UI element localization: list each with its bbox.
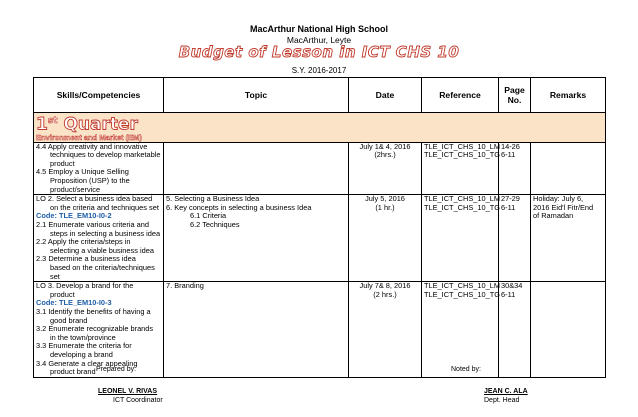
skill-line: steps in selecting a business idea bbox=[50, 228, 161, 238]
topic-cell bbox=[164, 282, 349, 378]
date-line: July 7& 8, 2016 bbox=[359, 281, 411, 291]
skill-line: product bbox=[50, 289, 75, 299]
topic-line: 5. Selecting a Business Idea bbox=[166, 194, 260, 204]
skill-line: 2.1 Enumerate various criteria and bbox=[36, 220, 149, 229]
remarks-line: 2016 Eid'l Fitr/End bbox=[533, 202, 594, 212]
topic-cell bbox=[164, 142, 349, 195]
prepared-by-name: LEONEL V. RIVAS bbox=[98, 388, 157, 395]
page-cell bbox=[499, 142, 531, 195]
duration-line: (2 hrs.) bbox=[373, 289, 397, 299]
quarter-suffix: st bbox=[47, 116, 58, 126]
competency-code: Code: TLE_EM10-I0-2 bbox=[36, 211, 112, 221]
quarter-cell bbox=[34, 113, 606, 143]
skill-line: product bbox=[50, 158, 75, 168]
quarter-number: 1 bbox=[36, 114, 48, 135]
skill-line: 2.3 Determine a business idea bbox=[36, 254, 136, 264]
col-header-page bbox=[499, 78, 531, 113]
topic-line: 7. Branding bbox=[166, 281, 204, 291]
page-line: 6-11 bbox=[501, 202, 516, 212]
skill-line: 3.2 Enumerate recognizable brands bbox=[36, 324, 154, 334]
skill-line: 4.5 Employ a Unique Selling bbox=[36, 167, 129, 177]
table-header-row bbox=[34, 78, 606, 113]
skill-line: 3.3 Enumerate the criteria for bbox=[36, 341, 132, 351]
remarks-cell bbox=[531, 195, 606, 282]
remarks-line: Holiday: July 6, bbox=[533, 194, 584, 204]
skill-line: 3.4 Generate a clear appealing bbox=[36, 358, 138, 368]
reference-cell bbox=[422, 195, 499, 282]
table-row bbox=[34, 282, 606, 378]
table-row bbox=[34, 195, 606, 282]
skill-line: 4.4 Apply creativity and innovative bbox=[36, 141, 148, 151]
quarter-row bbox=[34, 113, 606, 143]
noted-by-label: Noted by: bbox=[451, 366, 481, 373]
skill-line: in the town/province bbox=[50, 332, 116, 342]
quarter-theme: Environment and Market (EM) bbox=[36, 132, 142, 142]
reference-line: TLE_ICT_CHS_10_TG bbox=[424, 289, 500, 299]
skill-line: Proposition (USP) to the bbox=[50, 176, 130, 186]
skill-line: product brand bbox=[50, 367, 96, 377]
topic-line: 6. Key concepts in selecting a business Idea bbox=[166, 202, 312, 212]
page-line: 14-26 bbox=[501, 141, 520, 151]
skill-line: on the criteria and techniques set bbox=[50, 202, 159, 212]
reference-line: TLE_ICT_CHS_10_LM bbox=[424, 281, 500, 291]
competency-code: Code: TLE_EM10-I0-3 bbox=[36, 298, 112, 308]
noted-by-role: Dept. Head bbox=[484, 397, 520, 404]
skill-line: 2.2 Apply the criteria/steps in bbox=[36, 237, 131, 247]
date-cell bbox=[349, 282, 422, 378]
page-line: 6-11 bbox=[501, 289, 516, 299]
skill-line: good brand bbox=[50, 315, 88, 325]
quarter-word: Quarter bbox=[63, 114, 138, 135]
remarks-cell bbox=[531, 142, 606, 195]
quarter-title bbox=[36, 113, 603, 133]
reference-cell bbox=[422, 282, 499, 378]
date-cell bbox=[349, 195, 422, 282]
col-header-remarks: Remarks bbox=[531, 78, 606, 113]
page-line: 27-29 bbox=[501, 194, 520, 204]
duration-line: (1 hr.) bbox=[375, 202, 395, 212]
topic-line: 6.2 Techniques bbox=[190, 220, 240, 229]
school-location: MacArthur, Leyte bbox=[286, 35, 352, 45]
remarks-line: of Ramadan bbox=[533, 211, 574, 221]
col-header-topic: Topic bbox=[164, 78, 349, 113]
col-header-skills: Skills/Competencies bbox=[34, 78, 164, 113]
page-line: 6-11 bbox=[501, 150, 516, 160]
prepared-by-role: ICT Coordinator bbox=[113, 397, 163, 404]
skills-cell bbox=[34, 142, 164, 195]
col-header-date: Date bbox=[349, 78, 422, 113]
duration-line: (2hrs.) bbox=[374, 150, 396, 160]
col-header-reference: Reference bbox=[422, 78, 499, 113]
table-row bbox=[34, 142, 606, 195]
skill-line: set bbox=[50, 271, 60, 281]
school-name: MacArthur National High School bbox=[249, 24, 388, 34]
reference-line: TLE_ICT_CHS_10_LM bbox=[424, 194, 500, 204]
skills-cell bbox=[34, 282, 164, 378]
page-line: 30&34 bbox=[501, 281, 523, 291]
page-cell bbox=[499, 282, 531, 378]
skill-line: techniques to develop marketable bbox=[50, 150, 161, 160]
reference-cell bbox=[422, 142, 499, 195]
col-header-page-line2: No. bbox=[507, 95, 522, 105]
noted-by-name: JEAN C. ALA bbox=[484, 388, 528, 395]
date-line: July 5, 2016 bbox=[365, 194, 405, 204]
col-header-page-line1: Page bbox=[504, 85, 525, 95]
skill-line: based on the criteria/techniques bbox=[50, 262, 155, 272]
skill-line: developing a brand bbox=[50, 349, 113, 359]
date-cell bbox=[349, 142, 422, 195]
school-year: S.Y. 2016-2017 bbox=[291, 66, 347, 75]
prepared-by-label: Prepared by: bbox=[96, 366, 137, 373]
reference-line: TLE_ICT_CHS_10_LM bbox=[424, 141, 500, 151]
topic-line: 6.1 Criteria bbox=[190, 211, 227, 221]
skill-line: LO 2. Select a business idea based bbox=[36, 194, 153, 204]
skill-line: 3.1 Identify the benefits of having a bbox=[36, 307, 151, 316]
budget-table bbox=[33, 77, 606, 378]
skills-cell bbox=[34, 195, 164, 282]
document-title: Budget of Lesson in ICT CHS 10 bbox=[178, 43, 460, 61]
remarks-cell bbox=[531, 282, 606, 378]
skill-line: product/service bbox=[50, 184, 101, 194]
skill-line: LO 3. Develop a brand for the bbox=[36, 281, 134, 291]
date-line: July 1& 4, 2016 bbox=[359, 141, 411, 151]
topic-cell bbox=[164, 195, 349, 282]
skill-line: selecting a viable business idea bbox=[50, 245, 154, 255]
page-cell bbox=[499, 195, 531, 282]
reference-line: TLE_ICT_CHS_10_TG bbox=[424, 150, 500, 160]
reference-line: TLE_ICT_CHS_10_TG bbox=[424, 202, 500, 212]
